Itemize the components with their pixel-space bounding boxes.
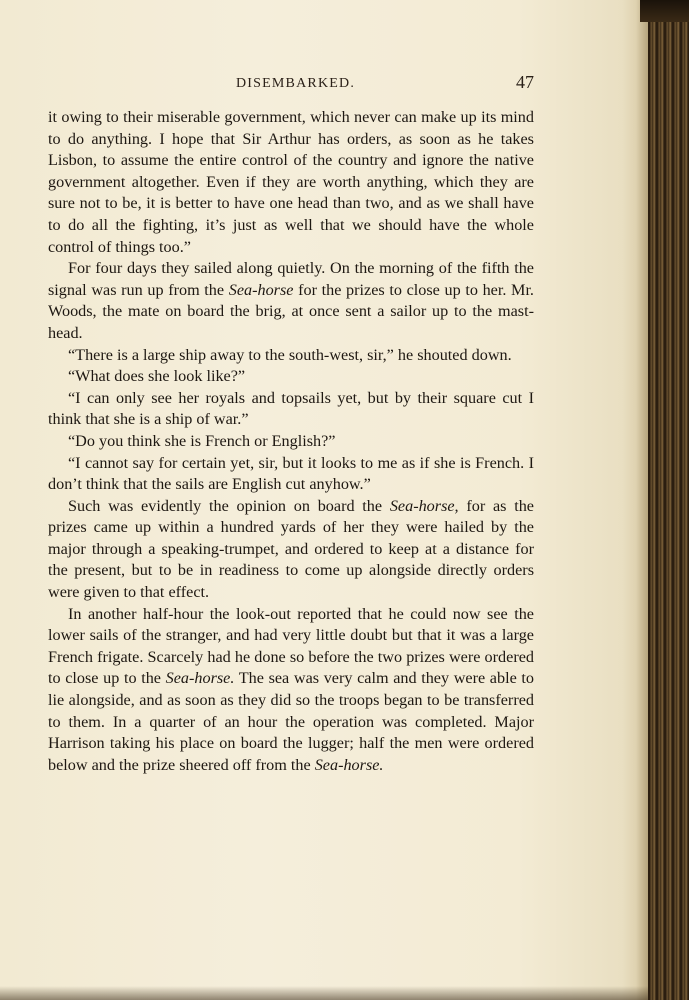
- text-segment: Such was evidently the opinion on board the: [68, 496, 390, 515]
- page-header: [48, 72, 534, 96]
- running-head: DISEMBARKED.: [236, 76, 356, 91]
- page-edge-shadow: [636, 0, 648, 1000]
- text-segment: For four days they sailed along quietly. On the morning of the fifth the signal was run up from the: [48, 259, 534, 299]
- ship-name: Sea-horse: [228, 280, 294, 299]
- ship-name: Sea-horse.: [165, 669, 235, 688]
- text-segment: “I cannot say for certain yet, sir, but it looks to me as if she is French. I don’t think that the sails are English cut anyhow.”: [48, 453, 534, 494]
- text-segment: In another half-hour the look-out reported that he could now see the lower sails of the stranger, and had very little doubt but that it was a large French frigate. Scarcely had he done so before the two prizes were ordered to close up to the: [48, 604, 534, 688]
- paragraph: [48, 366, 534, 388]
- paragraph: [48, 453, 534, 496]
- text-segment: for as the prizes came up within a hundred yards of her they were hailed by the major through a speaking-trumpet, and ordered to keep at a distance for the present, but to be in readiness to come up alongside directly orders were given to that effect.: [48, 496, 534, 602]
- page-number: 47: [516, 72, 534, 92]
- text-segment: “Do you think she is French or English?”: [68, 431, 336, 450]
- paragraph: [48, 496, 534, 604]
- body-text: [48, 107, 534, 776]
- text-segment: “There is a large ship away to the south-west, sir,” he shouted down.: [68, 345, 512, 364]
- text-segment: for the prizes to close up to her. Mr. Woods, the mate on board the brig, at once sent a sailor up to the mast-head.: [48, 280, 534, 342]
- paragraph: [48, 107, 534, 258]
- text-segment: The sea was very calm and they were able to lie alongside, and as soon as they did so the troops began to be transferred to them. In a quarter of an hour the operation was completed. Major Harrison taking his place on board the lugger; half the men were ordered below and the prize sheered off from the: [48, 669, 535, 774]
- paragraph: [48, 388, 534, 431]
- paragraph: [48, 431, 534, 453]
- text-segment: “What does she look like?”: [68, 367, 246, 386]
- paragraph: [48, 604, 534, 777]
- paragraph: [48, 258, 534, 344]
- text-segment: “I can only see her royals and topsails yet, but by their square cut I think that she is a ship of war.”: [48, 388, 534, 429]
- ship-name: Sea-horse.: [314, 755, 384, 774]
- book-spine: [648, 0, 689, 1000]
- paragraph: [48, 345, 534, 367]
- ship-name: Sea-horse,: [389, 496, 459, 515]
- book-spine-top: [640, 0, 689, 22]
- text-segment: it owing to their miserable government, which never can make up its mind to do anything. I hope that Sir Arthur has orders, as soon as he takes Lisbon, to assume the entire control of the country and ignore the native government altogether. Even if they are worth anything, which they are sure not to be, it is better to have one head than two, and as we shall have to do all the fighting, it’s just as well that we should have the whole control of things too.”: [48, 108, 534, 256]
- page-bottom-shadow: [0, 986, 648, 1000]
